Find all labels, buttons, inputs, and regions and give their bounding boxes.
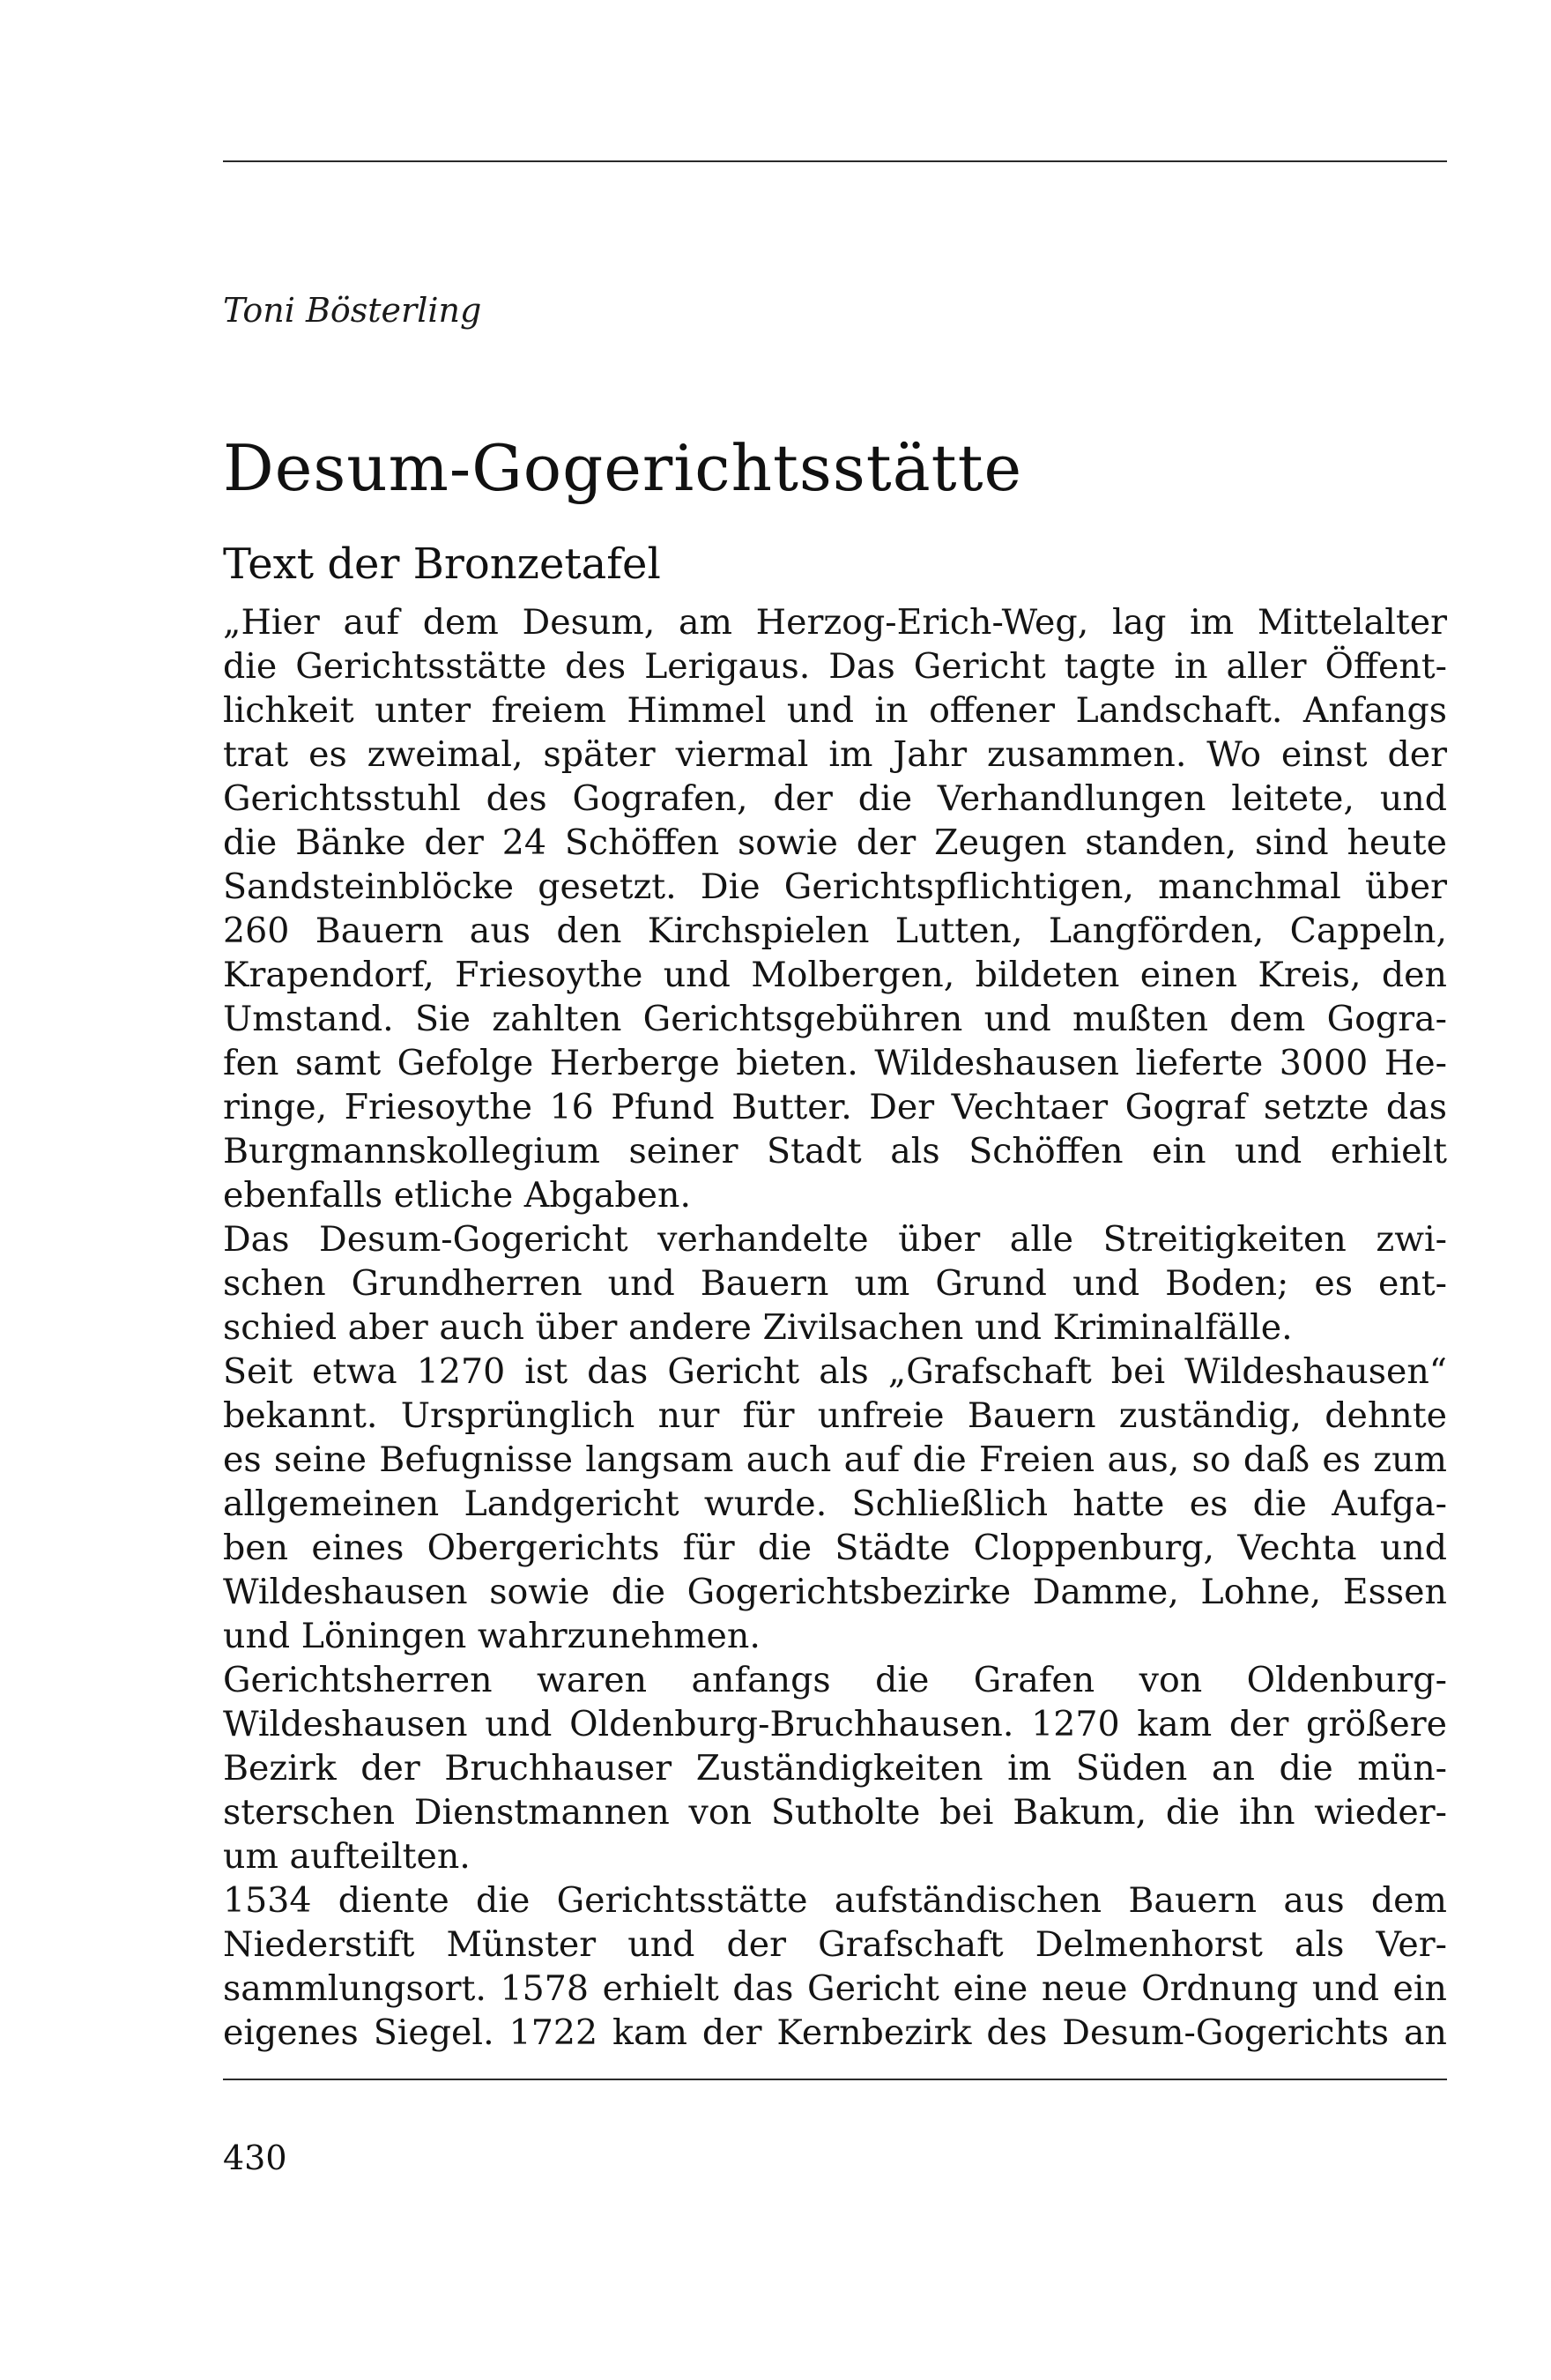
body-line: ringe, Friesoythe 16 Pfund Butter. Der Vechtaer Gograf setzte das <box>223 1087 1447 1127</box>
body-line: Das Desum-Gogericht verhandelte über alle Streitigkeiten zwi- <box>223 1219 1447 1260</box>
body-line: die Gerichtsstätte des Lerigaus. Das Gericht tagte in aller Öffent- <box>223 646 1447 687</box>
footer-rule <box>223 2079 1447 2080</box>
body-line: Gerichtsstuhl des Gografen, der die Verhandlungen leitete, und <box>223 778 1447 819</box>
body-line: Wildeshausen sowie die Gogerichtsbezirke Damme, Lohne, Essen <box>223 1572 1447 1612</box>
article-title: Desum-Gogerichtsstätte <box>223 431 1023 505</box>
body-line: schied aber auch über andere Zivilsachen und Kriminalfälle. <box>223 1307 1293 1348</box>
body-line: sammlungsort. 1578 erhielt das Gericht eine neue Ordnung und ein <box>223 1968 1447 2009</box>
body-line: Seit etwa 1270 ist das Gericht als „Grafschaft bei Wildeshausen“ <box>223 1351 1447 1392</box>
article-subtitle: Text der Bronzetafel <box>223 539 661 589</box>
author-name: Toni Bösterling <box>223 291 482 330</box>
body-line: Bezirk der Bruchhauser Zuständigkeiten im Süden an die mün- <box>223 1748 1447 1789</box>
body-line: Krapendorf, Friesoythe und Molbergen, bildeten einen Kreis, den <box>223 955 1447 995</box>
body-line: die Bänke der 24 Schöffen sowie der Zeugen standen, sind heute <box>223 822 1447 863</box>
body-line: ebenfalls etliche Abgaben. <box>223 1175 692 1216</box>
body-line: allgemeinen Landgericht wurde. Schließlich hatte es die Aufga- <box>223 1484 1447 1524</box>
body-line: trat es zweimal, später viermal im Jahr zusammen. Wo einst der <box>223 734 1447 775</box>
page-number: 430 <box>223 2138 287 2177</box>
body-line: schen Grundherren und Bauern um Grund und Boden; es ent- <box>223 1263 1447 1304</box>
body-line: Burgmannskollegium seiner Stadt als Schöffen ein und erhielt <box>223 1131 1447 1171</box>
body-line: Gerichtsherren waren anfangs die Grafen von Oldenburg- <box>223 1660 1447 1700</box>
body-line: es seine Befugnisse langsam auch auf die Freien aus, so daß es zum <box>223 1439 1447 1480</box>
body-line: Sandsteinblöcke gesetzt. Die Gerichtspflichtigen, manchmal über <box>223 866 1447 907</box>
body-line: bekannt. Ursprünglich nur für unfreie Bauern zuständig, dehnte <box>223 1395 1447 1436</box>
header-rule <box>223 160 1447 162</box>
body-line: Niederstift Münster und der Grafschaft Delmenhorst als Ver- <box>223 1924 1447 1965</box>
body-line: eigenes Siegel. 1722 kam der Kernbezirk des Desum-Gogerichts an <box>223 2012 1447 2053</box>
body-line: und Löningen wahrzunehmen. <box>223 1616 761 1656</box>
body-line: fen samt Gefolge Herberge bieten. Wildeshausen lieferte 3000 He- <box>223 1043 1447 1083</box>
body-line: Umstand. Sie zahlten Gerichtsgebühren und mußten dem Gogra- <box>223 999 1447 1039</box>
body-line: „Hier auf dem Desum, am Herzog-Erich-Weg, lag im Mittelalter <box>223 602 1447 643</box>
body-line: lichkeit unter freiem Himmel und in offener Landschaft. Anfangs <box>223 690 1447 731</box>
body-line: sterschen Dienstmannen von Sutholte bei Bakum, die ihn wieder- <box>223 1792 1447 1833</box>
article-body <box>223 600 1447 2055</box>
body-line: ben eines Obergerichts für die Städte Cloppenburg, Vechta und <box>223 1528 1447 1568</box>
body-line: Wildeshausen und Oldenburg-Bruchhausen. 1270 kam der größere <box>223 1704 1447 1744</box>
body-line: 260 Bauern aus den Kirchspielen Lutten, Langförden, Cappeln, <box>223 911 1447 951</box>
body-line: 1534 diente die Gerichtsstätte aufständischen Bauern aus dem <box>223 1880 1447 1921</box>
body-line: um aufteilten. <box>223 1836 471 1877</box>
